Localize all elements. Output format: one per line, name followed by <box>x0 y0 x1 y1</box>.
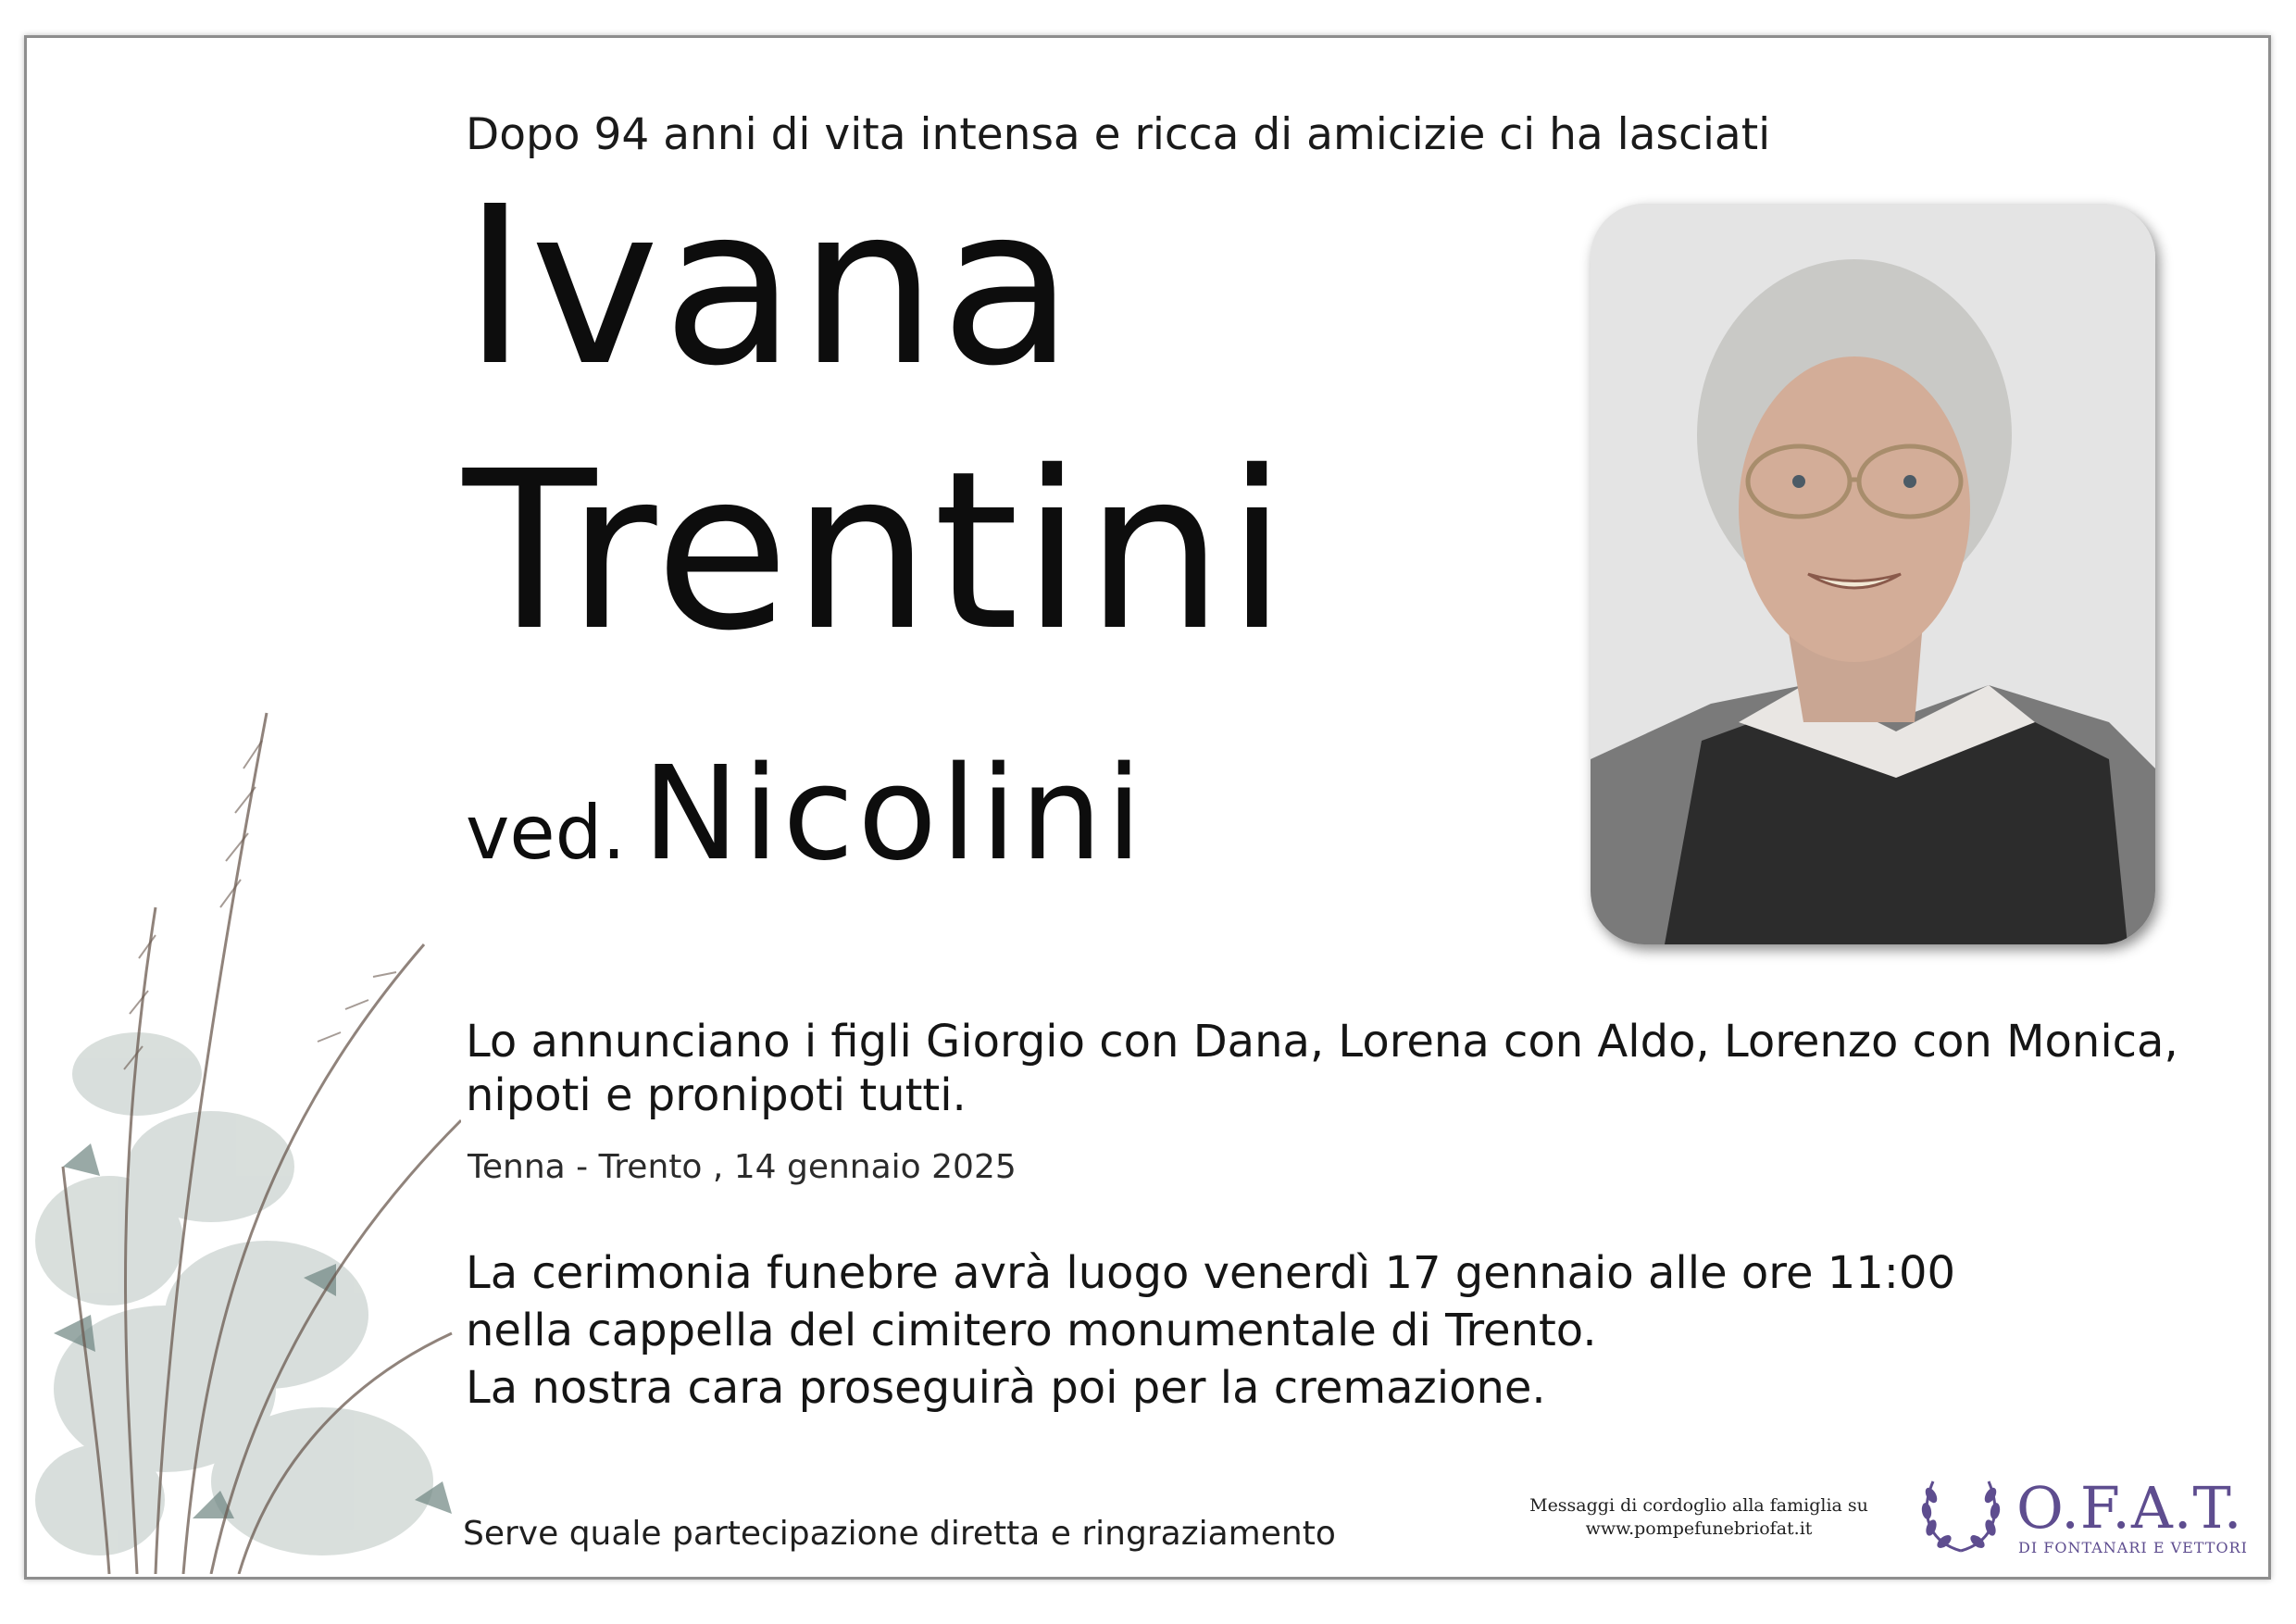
place-date: Tenna - Trento , 14 gennaio 2025 <box>468 1148 1017 1186</box>
announcement-text <box>466 1015 2178 1122</box>
laurel-wreath-logo <box>1915 1472 2007 1555</box>
ceremony-line: La nostra cara proseguirà poi per la cremazione. <box>466 1362 1546 1414</box>
condolence-line: Messaggi di cordoglio alla famiglia su <box>1529 1495 1868 1516</box>
last-name: Trentini <box>463 424 1291 679</box>
married-name-row <box>466 739 1145 890</box>
logo-subtitle: DI FONTANARI E VETTORI <box>2018 1539 2248 1556</box>
ceremony-line: nella cappella del cimitero monumentale di Trento. <box>466 1305 1597 1356</box>
logo-title: O.F.A.T. <box>2016 1474 2243 1542</box>
announcement-line: Lo annunciano i figli Giorgio con Dana, Lorena con Aldo, Lorenzo con Monica, <box>466 1016 2178 1068</box>
first-name: Ivana <box>463 159 1078 414</box>
ofat-logo <box>1915 1472 2248 1555</box>
ceremony-text <box>466 1244 1955 1417</box>
footer-note: Serve quale partecipazione diretta e ringraziamento <box>463 1515 1336 1553</box>
announcement-line: nipoti e pronipoti tutti. <box>466 1069 967 1121</box>
grass-plant-decoration <box>26 685 461 1574</box>
widow-prefix: ved. <box>466 790 626 876</box>
portrait-photo <box>1591 204 2155 944</box>
condolence-url[interactable]: www.pompefunebriofat.it <box>1585 1518 1813 1539</box>
ceremony-line: La cerimonia funebre avrà luogo venerdì 17 gennaio alle ore 11:00 <box>466 1247 1956 1299</box>
intro-text: Dopo 94 anni di vita intensa e ricca di amicizie ci ha lasciati <box>466 109 1771 160</box>
married-name: Nicolini <box>642 739 1146 890</box>
condolence-message <box>1518 1494 1879 1541</box>
